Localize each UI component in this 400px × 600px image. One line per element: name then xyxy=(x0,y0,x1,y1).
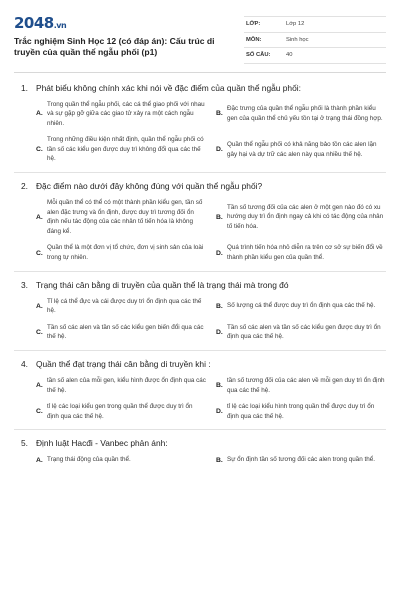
option-text: Số lượng cá thể được duy trì ổn định qua các thế hệ. xyxy=(227,302,376,310)
option-letter: A. xyxy=(36,456,43,464)
question-5 xyxy=(14,438,386,465)
question-number: 5. xyxy=(21,438,28,449)
divider xyxy=(14,350,386,351)
meta-key: MÔN: xyxy=(246,36,262,43)
question-number: 2. xyxy=(21,181,28,192)
question-header xyxy=(14,280,386,291)
option-letter: D. xyxy=(216,408,223,416)
option-letter: C. xyxy=(36,249,43,257)
question-number: 4. xyxy=(21,359,28,369)
question-header xyxy=(14,83,386,94)
logo-suffix: .vn xyxy=(53,21,67,30)
option-b[interactable] xyxy=(216,455,386,465)
meta-row-count xyxy=(244,48,386,64)
option-text: Tần số tương đối của các alen ở một gen nào đó có xu hướng duy trì ổn định ngay cả khi có tác động của nhân tố tiến hóa. xyxy=(227,203,384,231)
option-text: Trong quần thể ngẫu phối, các cá thể giao phối với nhau và sự gặp gỡ giữa các giao tử xảy ra một cách ngẫu nhiên. xyxy=(47,100,205,127)
question-4 xyxy=(14,359,386,430)
option-b[interactable] xyxy=(216,100,386,129)
question-list xyxy=(14,83,386,465)
option-d[interactable] xyxy=(216,135,386,164)
logo-main: 2048 xyxy=(14,14,54,32)
option-a[interactable] xyxy=(36,376,206,395)
option-letter: B. xyxy=(216,302,223,310)
option-a[interactable] xyxy=(36,455,206,465)
option-letter: C. xyxy=(36,408,43,416)
options xyxy=(36,297,386,342)
question-text: Đặc điểm nào dưới đây không đúng với quần thể ngẫu phối? xyxy=(36,181,263,192)
divider xyxy=(14,429,386,430)
options xyxy=(36,455,386,465)
option-a[interactable] xyxy=(36,198,206,236)
option-b[interactable] xyxy=(216,376,386,395)
option-d[interactable] xyxy=(216,243,386,262)
meta-key: LỚP: xyxy=(246,21,261,28)
question-number: 3. xyxy=(21,279,28,290)
question-3 xyxy=(14,280,386,351)
option-text: Quá trình tiến hóa nhỏ diễn ra trên cơ sở sự biến đổi về thành phần kiểu gen của quần thể. xyxy=(227,244,383,262)
document-header xyxy=(14,14,386,73)
option-letter: A. xyxy=(36,110,43,118)
meta-value: Sinh học xyxy=(286,36,309,43)
option-letter: B. xyxy=(216,213,223,221)
question-text: Phát biểu không chính xác khi nói về đặc điểm của quần thể ngẫu phối: xyxy=(36,82,301,93)
option-c[interactable] xyxy=(36,323,206,342)
option-text: Tần số các alen và tần số các kiểu gen được duy trì ổn định qua các thế hệ. xyxy=(227,323,381,341)
option-letter: B. xyxy=(216,110,223,118)
option-c[interactable] xyxy=(36,135,206,164)
meta-row-class xyxy=(244,17,386,33)
document-title: Trắc nghiệm Sinh Học 12 (có đáp án): Cấu trúc di truyền của quần thể ngẫu phối (p1) xyxy=(14,36,215,57)
option-a[interactable] xyxy=(36,297,206,316)
question-text: Quần thể đạt trạng thái cân bằng di truyền khi : xyxy=(36,359,211,369)
option-text: Mỗi quần thể có thể có một thành phần kiểu gen, tần số alen đặc trưng và ổn định, được duy trì tương đối ổn định nếu tác động của các nhân tố tiến hóa là không đáng kể. xyxy=(47,199,203,235)
option-c[interactable] xyxy=(36,243,206,262)
option-text: Đặc trưng của quần thể ngẫu phối là thành phần kiểu gen của quần thể chủ yếu tồn tại ở trạng thái đồng hợp. xyxy=(227,105,383,122)
site-logo[interactable] xyxy=(14,14,239,32)
question-2 xyxy=(14,181,386,272)
option-c[interactable] xyxy=(36,402,206,421)
option-letter: C. xyxy=(36,328,43,336)
divider xyxy=(14,172,386,173)
option-letter: A. xyxy=(36,213,43,221)
option-text: tỉ lệ các loại kiểu hình trong quần thể được duy trì ổn định qua các thế hệ. xyxy=(227,403,375,420)
option-letter: D. xyxy=(216,328,223,336)
option-text: Quần thể là một đơn vị tổ chức, đơn vị sinh sản của loài trong tự nhiên. xyxy=(47,244,204,262)
option-d[interactable] xyxy=(216,323,386,342)
question-header xyxy=(14,359,386,370)
question-number: 1. xyxy=(21,82,28,93)
option-letter: A. xyxy=(36,382,43,390)
question-text: Định luật Hacđi - Vanbec phản ánh: xyxy=(36,438,168,449)
question-1 xyxy=(14,83,386,174)
option-text: tỉ lệ các loại kiểu gen trong quần thể được duy trì ổn định qua các thế hệ. xyxy=(47,403,193,420)
option-letter: B. xyxy=(216,456,223,464)
option-a[interactable] xyxy=(36,100,206,129)
meta-key: SỐ CÂU: xyxy=(246,52,271,59)
option-letter: D. xyxy=(216,249,223,257)
question-text: Trạng thái cân bằng di truyền của quần thể là trạng thái mà trong đó xyxy=(36,279,289,290)
option-text: Sự ổn định tần số tương đối các alen trong quần thể. xyxy=(227,456,376,464)
option-text: Trong những điều kiện nhất định, quần thể ngẫu phối có tần số các kiểu gen được duy trì không đổi qua các thế hệ. xyxy=(47,136,204,163)
option-letter: A. xyxy=(36,302,43,310)
option-text: Quần thể ngẫu phối có khả năng bảo tồn các alen lặn gây hại và dự trữ các alen này qua nhiều thế hệ. xyxy=(227,141,377,158)
header-left xyxy=(14,14,239,58)
option-letter: C. xyxy=(36,146,43,154)
option-text: Trạng thái động của quần thể. xyxy=(47,456,131,464)
options xyxy=(36,376,386,421)
meta-value: Lớp 12 xyxy=(286,21,305,28)
meta-value: 40 xyxy=(286,52,293,59)
question-header xyxy=(14,438,386,449)
options xyxy=(36,100,386,165)
options xyxy=(36,198,386,263)
option-letter: D. xyxy=(216,146,223,154)
option-text: Tần số các alen và tần số các kiểu gen biến đổi qua các thế hệ. xyxy=(47,323,204,341)
meta-table xyxy=(244,16,386,64)
option-d[interactable] xyxy=(216,402,386,421)
meta-row-subject xyxy=(244,33,386,49)
option-text: tần số alen của mỗi gen, kiểu hình được ổn định qua các thế hệ. xyxy=(47,377,206,394)
option-text: tần số tương đối của các alen về mỗi gen duy trì ổn định qua các thế hệ. xyxy=(227,377,385,394)
option-b[interactable] xyxy=(216,297,386,316)
option-text: Tỉ lệ cá thể đực và cái được duy trì ổn định qua các thế hệ. xyxy=(47,297,202,315)
option-letter: B. xyxy=(216,382,223,390)
divider xyxy=(14,271,386,272)
option-b[interactable] xyxy=(216,198,386,236)
question-header xyxy=(14,181,386,192)
